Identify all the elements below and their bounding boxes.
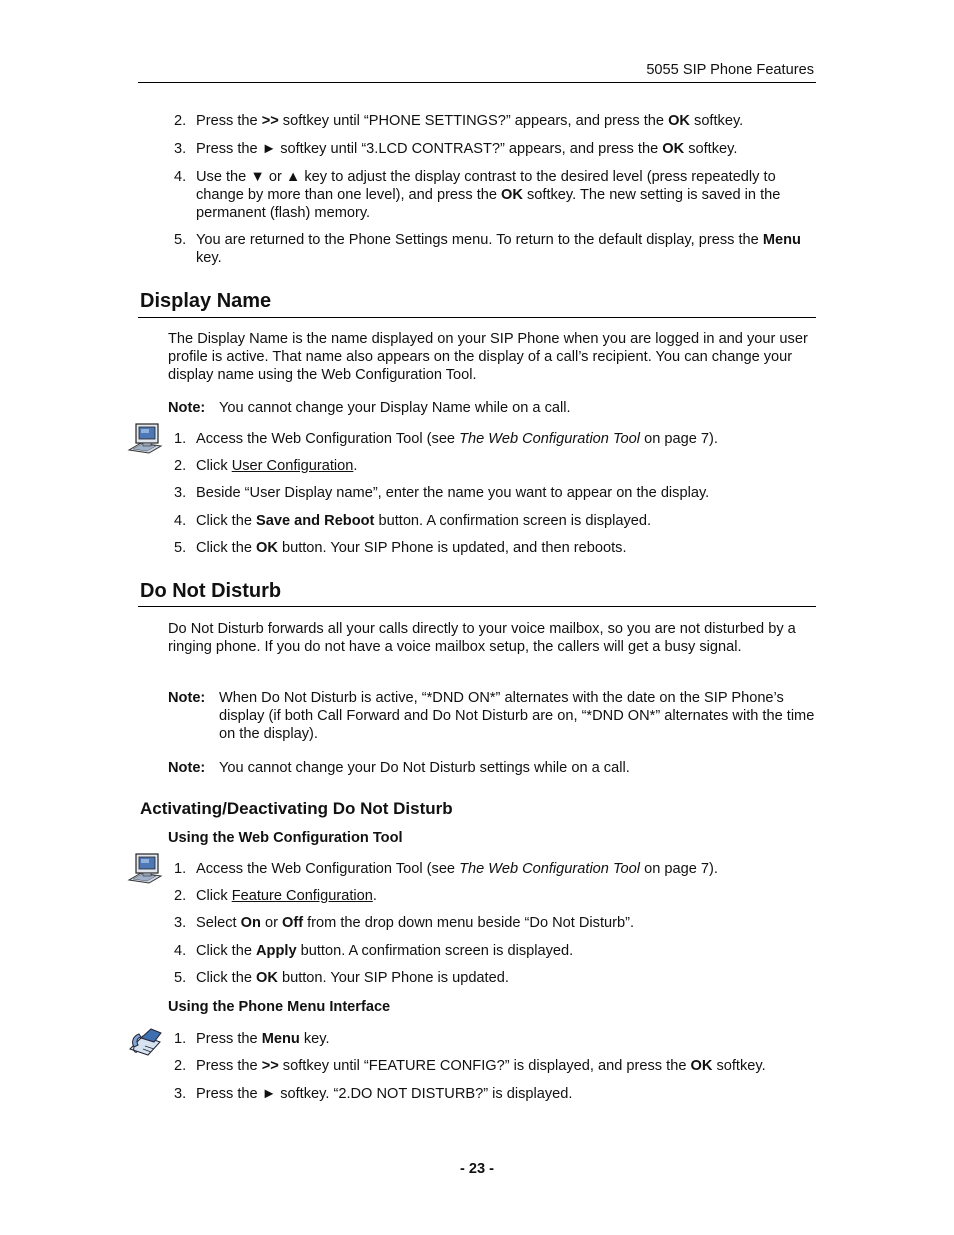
note-text: When Do Not Disturb is active, “*DND ON*” alternates with the date on the SIP Phone’s display (if both Call Forward and Do Not Disturb are on, “*DND ON*” alternates with the time on the display). xyxy=(219,690,815,742)
list-item: 1. Access the Web Configuration Tool (see The Web Configuration Tool on page 7). xyxy=(174,861,718,877)
list-item: 3. Select On or Off from the drop down menu beside “Do Not Disturb”. xyxy=(174,915,635,931)
list-item: 2. Press the >> softkey until “FEATURE CONFIG?” is displayed, and press the OK softkey. xyxy=(174,1058,766,1074)
subsection-heading: Activating/Deactivating Do Not Disturb xyxy=(140,799,453,818)
procedure-heading-web: Using the Web Configuration Tool xyxy=(168,830,403,846)
section-heading-display-name: Display Name xyxy=(140,290,272,312)
list-item: 1. Press the Menu key. xyxy=(174,1031,330,1047)
note-label: Note: xyxy=(168,400,206,416)
note-text: You cannot change your Do Not Disturb settings while on a call. xyxy=(219,760,630,776)
note xyxy=(168,759,816,777)
list-item: 5. Click the OK button. Your SIP Phone is updated. xyxy=(174,970,509,986)
user-configuration-link[interactable]: User Configuration xyxy=(231,458,354,474)
list-item: 2. Press the >> softkey until “PHONE SETTINGS?” appears, and press the OK softkey. xyxy=(174,113,744,129)
running-header: 5055 SIP Phone Features xyxy=(646,62,814,78)
list-item: 3. Press the ► softkey. “2.DO NOT DISTURB?” is displayed. xyxy=(174,1086,573,1102)
heading-rule xyxy=(138,317,816,318)
note xyxy=(168,689,816,743)
list-item: 4. Click the Apply button. A confirmation screen is displayed. xyxy=(174,943,574,959)
list-item: 4. Click the Save and Reboot button. A confirmation screen is displayed. xyxy=(174,513,652,529)
note-label: Note: xyxy=(168,760,206,776)
page-number: - 23 - xyxy=(459,1161,495,1177)
list-item: 1. Access the Web Configuration Tool (see The Web Configuration Tool on page 7). xyxy=(174,431,718,447)
phone-icon xyxy=(127,1022,163,1056)
list-item: 5. Click the OK button. Your SIP Phone is updated, and then reboots. xyxy=(174,540,627,556)
header-rule xyxy=(138,82,816,83)
note-text: You cannot change your Display Name while on a call. xyxy=(219,400,571,416)
computer-icon xyxy=(127,852,163,886)
note xyxy=(168,399,816,417)
list-item: 3. Beside “User Display name”, enter the name you want to appear on the display. xyxy=(174,485,710,501)
list-item: 4. Use the ▼ or ▲ key to adjust the display contrast to the desired level (press repeatedly to change by more than one level), and press the OK softkey. The new setting is saved in the permanent (flash) memory. xyxy=(174,169,781,221)
heading-rule xyxy=(138,606,816,607)
list-item: 3. Press the ► softkey until “3.LCD CONTRAST?” appears, and press the OK softkey. xyxy=(174,141,738,157)
procedure-heading-phone: Using the Phone Menu Interface xyxy=(168,999,391,1015)
section-heading-do-not-disturb: Do Not Disturb xyxy=(140,580,282,602)
list-item: 2. Click User Configuration. xyxy=(174,458,358,474)
paragraph: The Display Name is the name displayed on your SIP Phone when you are logged in and your user profile is active. That name also appears on the display of a call’s recipient. You can change your display name using the Web Configuration Tool. xyxy=(168,331,808,383)
list-item: 2. Click Feature Configuration. xyxy=(174,888,377,904)
computer-icon xyxy=(127,422,163,456)
note-label: Note: xyxy=(168,690,206,706)
paragraph: Do Not Disturb forwards all your calls directly to your voice mailbox, so you are not disturbed by a ringing phone. If you do not have a voice mailbox setup, the callers will get a busy signal. xyxy=(168,621,796,655)
feature-configuration-link[interactable]: Feature Configuration xyxy=(231,888,373,904)
list-item: 5. You are returned to the Phone Settings menu. To return to the default display, press the Menu key. xyxy=(174,232,801,266)
